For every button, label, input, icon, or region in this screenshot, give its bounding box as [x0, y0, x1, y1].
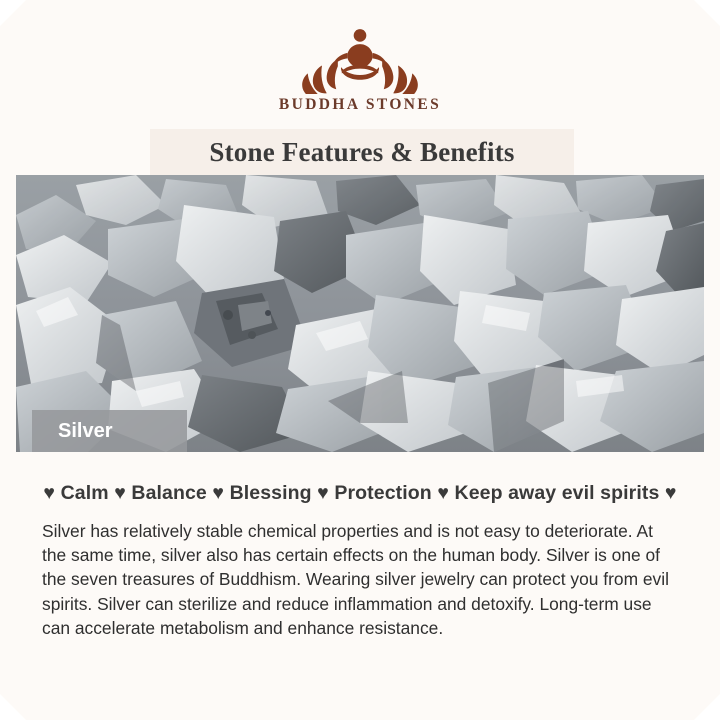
stone-name: Silver [58, 419, 113, 442]
page-title: Stone Features & Benefits [209, 136, 515, 167]
stone-description: Silver has relatively stable chemical properties and is not easy to deteriorate. At the same time, silver also has certain effects on the human body. Silver is one of the seven treasures of Buddhism. Wearing silver jewelry can protect you from evil spirits. Silver can sterilize and reduce inflammation and detoxify. Long-term use can accelerate metabolism and enhance resistance. [42, 521, 669, 638]
section-title-band [150, 129, 574, 175]
brand-name: BUDDHA STONES [278, 96, 442, 113]
lotus-meditation-icon [280, 18, 440, 94]
content-panel [16, 452, 704, 664]
stone-photo [16, 175, 704, 452]
stone-name-overlay [32, 410, 187, 452]
panel-bottom-fill [16, 664, 704, 706]
brand-header [0, 18, 720, 114]
benefits-keywords: ♥ Calm ♥ Balance ♥ Blessing ♥ Protection ♥ Keep away evil spirits ♥ [43, 482, 677, 504]
